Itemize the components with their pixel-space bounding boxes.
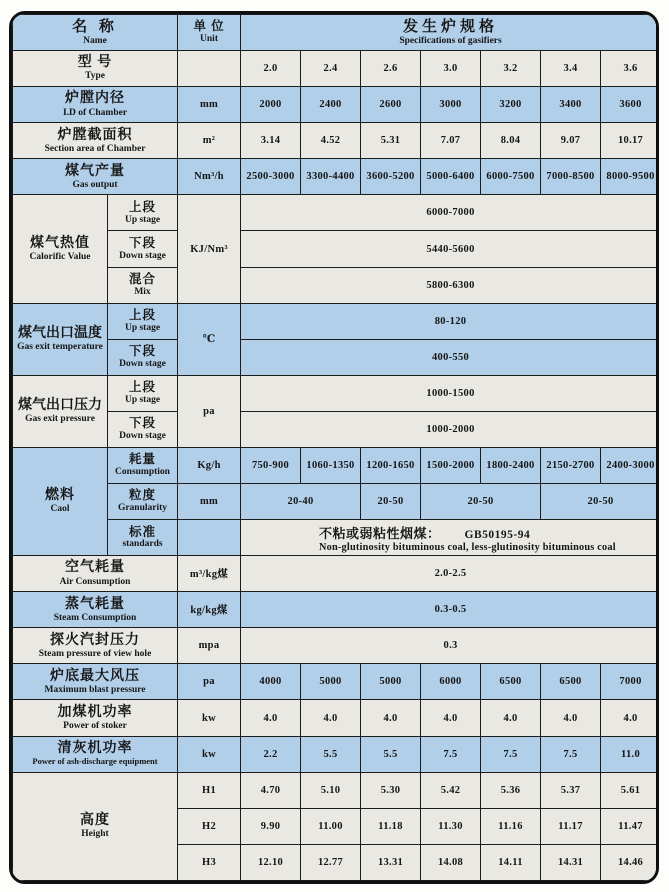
calorific-down-sub-cell: [108, 231, 178, 267]
label-cn: 炉膛内径: [65, 91, 125, 107]
sublabel-en: Mix: [134, 286, 151, 297]
sublabel-cn: 标准: [129, 524, 157, 539]
air-unit-cell: m³/kg煤: [178, 556, 241, 592]
value-cell: 80-120: [241, 303, 659, 339]
value-cell: 5800-6300: [241, 267, 659, 303]
value-cell: 5000: [301, 664, 361, 700]
row-exit-temp-down: [13, 339, 660, 375]
value-cell: 0.3: [241, 628, 659, 664]
calorific-name-cell: [13, 195, 108, 303]
value-cell: 6000-7500: [481, 159, 541, 195]
value-cell: 7.5: [421, 736, 481, 772]
value-cell: 2.0: [241, 51, 301, 87]
value-cell: 2.0-2.5: [241, 556, 659, 592]
row-calorific-mix: [13, 267, 660, 303]
view-hole-unit-cell: mpa: [178, 628, 241, 664]
sublabel-cn: 上段: [129, 199, 157, 214]
output-unit-cell: Nm³/h: [178, 159, 241, 195]
value-cell: 14.46: [601, 844, 659, 880]
value-cell: 13.31: [361, 844, 421, 880]
value-cell: 1060-1350: [301, 447, 361, 483]
ash-name-cell: [13, 736, 178, 772]
value-cell: 20-50: [421, 484, 541, 520]
value-cell: 1000-2000: [241, 411, 659, 447]
value-cell: 11.00: [301, 808, 361, 844]
fuel-standards-sub-cell: [108, 520, 178, 556]
label-en: Height: [81, 829, 109, 840]
row-blast-pressure: [13, 664, 660, 700]
exit-temp-down-sub-cell: [108, 339, 178, 375]
value-cell: 5.5: [301, 736, 361, 772]
header-name-cn: 名 称: [72, 18, 118, 35]
label-cn: 炉膛截面积: [57, 127, 133, 143]
value-cell: 2150-2700: [541, 447, 601, 483]
sublabel-cn: 下段: [129, 235, 157, 250]
value-cell: 3000: [421, 87, 481, 123]
value-cell: 3.6: [601, 51, 659, 87]
sublabel-en: Up stage: [124, 214, 161, 225]
exit-pressure-up-sub-cell: [108, 375, 178, 411]
row-exit-pressure-down: [13, 411, 660, 447]
row-air-consumption: [13, 556, 660, 592]
value-cell: 14.11: [481, 844, 541, 880]
value-cell: 6500: [541, 664, 601, 700]
value-cell: 20-50: [361, 484, 421, 520]
sublabel-cn: 下段: [129, 344, 157, 359]
value-cell: 6500: [481, 664, 541, 700]
value-cell: 4.0: [361, 700, 421, 736]
row-ash-power: [13, 736, 660, 772]
label-cn: 探火汽封压力: [50, 632, 140, 648]
label-cn: 加煤机功率: [57, 704, 133, 720]
label-en: Gas exit temperature: [17, 342, 103, 353]
value-cell: 2600: [361, 87, 421, 123]
value-cell: 1000-1500: [241, 375, 659, 411]
label-en: Power of stoker: [63, 720, 127, 731]
type-unit-cell: [178, 51, 241, 87]
view-hole-name-cell: [13, 628, 178, 664]
row-exit-pressure-up: [13, 375, 660, 411]
label-en: Maximum blast pressure: [44, 684, 146, 695]
label-en: Gas exit pressure: [25, 414, 95, 425]
fuel-standards-unit-cell: [178, 520, 241, 556]
sublabel-cn: 上段: [129, 380, 157, 395]
exit-temp-unit-cell: ℃: [178, 303, 241, 375]
label-en: Air Consumption: [59, 576, 131, 587]
value-cell: 11.17: [541, 808, 601, 844]
value-cell: 2400: [301, 87, 361, 123]
value-cell: 11.18: [361, 808, 421, 844]
chamber-unit-cell: mm: [178, 87, 241, 123]
label-en: Steam pressure of view hole: [38, 648, 152, 659]
value-cell: 5.30: [361, 772, 421, 808]
value-cell: 11.0: [601, 736, 659, 772]
value-cell: 5.36: [481, 772, 541, 808]
label-cn: 空气耗量: [65, 560, 125, 576]
height-h2-label-cell: H2: [178, 808, 241, 844]
sublabel-en: Granularity: [117, 503, 168, 514]
sublabel-en: Consumption: [115, 467, 170, 478]
exit-temp-up-sub-cell: [108, 303, 178, 339]
value-cell: 5000: [361, 664, 421, 700]
row-section-area: [13, 123, 660, 159]
height-h3-label-cell: H3: [178, 844, 241, 880]
sublabel-cn: 耗量: [129, 452, 157, 467]
row-stoker-power: [13, 700, 660, 736]
value-cell: 4.0: [601, 700, 659, 736]
steam-name-cell: [13, 592, 178, 628]
area-name-cell: [13, 123, 178, 159]
value-cell: 2.4: [301, 51, 361, 87]
value-cell: 2500-3000: [241, 159, 301, 195]
header-unit-cell: [178, 15, 241, 51]
value-cell: 4.0: [541, 700, 601, 736]
fuel-standards-value-cell: [241, 520, 659, 556]
value-cell: 750-900: [241, 447, 301, 483]
value-cell: 8.04: [481, 123, 541, 159]
header-name-en: Name: [83, 35, 107, 46]
value-cell: 4.52: [301, 123, 361, 159]
value-cell: 2.2: [241, 736, 301, 772]
label-en: Section area of Chamber: [44, 143, 146, 154]
standards-line-cn: [319, 523, 659, 542]
value-cell: 4000: [241, 664, 301, 700]
value-cell: 20-50: [541, 484, 659, 520]
value-cell: 9.90: [241, 808, 301, 844]
header-spec-en: Specifications of gasifiers: [399, 35, 502, 46]
value-cell: 8000-9500: [601, 159, 659, 195]
fuel-consumption-sub-cell: [108, 447, 178, 483]
table-header-row: [13, 15, 660, 51]
row-exit-temp-up: [13, 303, 660, 339]
value-cell: 400-550: [241, 339, 659, 375]
value-cell: 7.07: [421, 123, 481, 159]
steam-unit-cell: kg/kg煤: [178, 592, 241, 628]
value-cell: 3.2: [481, 51, 541, 87]
label-en: Gas output: [72, 179, 118, 190]
value-cell: 3600: [601, 87, 659, 123]
air-name-cell: [13, 556, 178, 592]
value-cell: 3400: [541, 87, 601, 123]
spec-table-frame: [9, 11, 659, 884]
calorific-unit-cell: KJ/Nm³: [178, 195, 241, 303]
label-cn: 煤气出口压力: [18, 398, 102, 414]
value-cell: 3300-4400: [301, 159, 361, 195]
header-spec-cell: [241, 15, 659, 51]
ash-unit-cell: kw: [178, 736, 241, 772]
exit-pressure-name-cell: [13, 375, 108, 447]
exit-temp-name-cell: [13, 303, 108, 375]
label-cn: 炉底最大风压: [50, 668, 140, 684]
value-cell: 11.16: [481, 808, 541, 844]
value-cell: 7000-8500: [541, 159, 601, 195]
value-cell: 11.30: [421, 808, 481, 844]
row-calorific-up: [13, 195, 660, 231]
value-cell: 2000: [241, 87, 301, 123]
standards-line-en: Non-glutinosity bituminous coal, less-glutinosity bituminous coal: [319, 541, 616, 553]
label-cn: 清灰机功率: [57, 741, 133, 757]
value-cell: 14.08: [421, 844, 481, 880]
value-cell: 4.0: [481, 700, 541, 736]
label-cn: 蒸气耗量: [65, 596, 125, 612]
value-cell: 2400-3000: [601, 447, 659, 483]
label-cn: 煤气热值: [30, 235, 90, 251]
label-cn: 煤气产量: [65, 163, 125, 179]
value-cell: 7.5: [481, 736, 541, 772]
row-type: [13, 51, 660, 87]
standards-coal-type: 不粘或弱粘性烟煤：: [319, 525, 441, 541]
sublabel-cn: 上段: [129, 308, 157, 323]
label-cn: 型 号: [77, 55, 113, 71]
row-fuel-granularity: [13, 484, 660, 520]
value-cell: 3.4: [541, 51, 601, 87]
value-cell: 5.5: [361, 736, 421, 772]
fuel-granularity-sub-cell: [108, 484, 178, 520]
value-cell: 4.0: [421, 700, 481, 736]
sublabel-en: Up stage: [124, 322, 161, 333]
value-cell: 1200-1650: [361, 447, 421, 483]
value-cell: 12.10: [241, 844, 301, 880]
row-calorific-down: [13, 231, 660, 267]
value-cell: 5440-5600: [241, 231, 659, 267]
label-en: Type: [85, 71, 105, 82]
sublabel-en: Down stage: [119, 358, 166, 369]
value-cell: 1800-2400: [481, 447, 541, 483]
row-chamber-id: [13, 87, 660, 123]
value-cell: 11.47: [601, 808, 659, 844]
label-cn: 煤气出口温度: [18, 325, 102, 341]
value-cell: 20-40: [241, 484, 361, 520]
value-cell: 5.31: [361, 123, 421, 159]
row-fuel-standards: [13, 520, 660, 556]
value-cell: 7000: [601, 664, 659, 700]
sublabel-en: standards: [122, 539, 163, 550]
header-spec-cn: 发生炉规格: [403, 18, 499, 35]
value-cell: 1500-2000: [421, 447, 481, 483]
row-view-hole-pressure: [13, 628, 660, 664]
blast-name-cell: [13, 664, 178, 700]
value-cell: 9.07: [541, 123, 601, 159]
value-cell: 3600-5200: [361, 159, 421, 195]
value-cell: 5.61: [601, 772, 659, 808]
header-name-cell: [13, 15, 178, 51]
sublabel-cn: 粒度: [129, 488, 157, 503]
row-height-h1: [13, 772, 660, 808]
sublabel-cn: 下段: [129, 416, 157, 431]
blast-unit-cell: pa: [178, 664, 241, 700]
value-cell: 6000: [421, 664, 481, 700]
stoker-unit-cell: kw: [178, 700, 241, 736]
height-h1-label-cell: H1: [178, 772, 241, 808]
fuel-name-cell: [13, 447, 108, 555]
value-cell: 5.42: [421, 772, 481, 808]
type-name-cell: [13, 51, 178, 87]
fuel-granularity-unit-cell: mm: [178, 484, 241, 520]
area-unit-cell: m²: [178, 123, 241, 159]
gasifier-spec-table: [12, 14, 659, 881]
value-cell: 3.14: [241, 123, 301, 159]
fuel-consumption-unit-cell: Kg/h: [178, 447, 241, 483]
calorific-mix-sub-cell: [108, 267, 178, 303]
exit-pressure-down-sub-cell: [108, 411, 178, 447]
chamber-name-cell: [13, 87, 178, 123]
label-cn: 高度: [80, 813, 110, 829]
value-cell: 10.17: [601, 123, 659, 159]
value-cell: 7.5: [541, 736, 601, 772]
exit-pressure-unit-cell: pa: [178, 375, 241, 447]
output-name-cell: [13, 159, 178, 195]
value-cell: 5.10: [301, 772, 361, 808]
sublabel-en: Down stage: [119, 250, 166, 261]
value-cell: 6000-7000: [241, 195, 659, 231]
label-en: I.D of Chamber: [62, 107, 128, 118]
calorific-up-sub-cell: [108, 195, 178, 231]
sublabel-en: Up stage: [124, 394, 161, 405]
value-cell: 12.77: [301, 844, 361, 880]
height-name-cell: [13, 772, 178, 880]
header-unit-en: Unit: [200, 34, 218, 45]
value-cell: 4.0: [301, 700, 361, 736]
label-en: Power of ash-discharge equipment: [32, 756, 158, 767]
value-cell: 4.0: [241, 700, 301, 736]
label-cn: 燃料: [45, 488, 75, 504]
row-fuel-consumption: [13, 447, 660, 483]
value-cell: 3.0: [421, 51, 481, 87]
value-cell: 2.6: [361, 51, 421, 87]
label-en: Caol: [50, 504, 70, 515]
value-cell: 5.37: [541, 772, 601, 808]
standards-gb-code: GB50195-94: [464, 528, 531, 541]
row-steam-consumption: [13, 592, 660, 628]
row-gas-output: [13, 159, 660, 195]
value-cell: 0.3-0.5: [241, 592, 659, 628]
header-unit-cn: 单 位: [193, 19, 225, 34]
sublabel-cn: 混合: [129, 271, 157, 286]
label-en: Steam Consumption: [53, 612, 137, 623]
value-cell: 3200: [481, 87, 541, 123]
label-en: Calorific Value: [29, 251, 91, 262]
sublabel-en: Down stage: [119, 431, 166, 442]
value-cell: 5000-6400: [421, 159, 481, 195]
stoker-name-cell: [13, 700, 178, 736]
value-cell: 4.70: [241, 772, 301, 808]
value-cell: 14.31: [541, 844, 601, 880]
